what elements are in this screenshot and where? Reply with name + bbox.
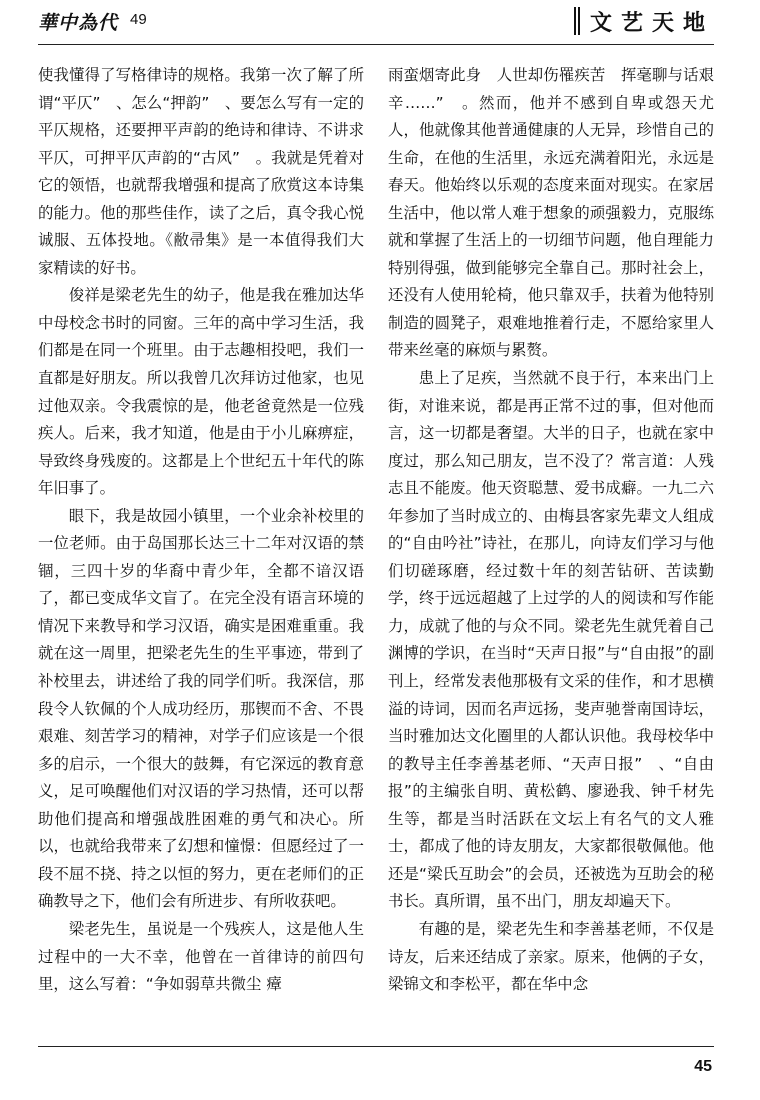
paragraph: 患上了足疾，当然就不良于行，本来出门上街，对谁来说，都是再正常不过的事，但对他而言，这一切都是奢望。大半的日子，也就在家中度过，那么知己朋友，岂不没了？常言道：人残志且不能废。他天资聪慧、爱书成癖。一九二六年参加了当时成立的、由梅县客家先辈文人组成的“自由吟社”诗社，在那儿，向诗友们学习与他们切磋琢磨，经过数十年的刻苦钻研、苦读勤学，终于远远超越了上过学的人的阅读和写作能力，成就了他的与众不同。梁老先生就凭着自己渊博的学识，在当时“天声日报”与“自由报”的副刊上，经常发表他那极有文采的佳作，和才思横溢的诗词，因而名声远扬，斐声驰誉南国诗坛，当时雅加达文化圈里的人都认识他。我母校华中的教导主任李善基老师、“天声日报” 、“自由报”的主编张自明、黄松鹤、廖逊我、钟千材先生等，都是当时活跃在文坛上有名气的文人雅士，都成了他的诗友朋友，大家都很敬佩他。他还是“梁氏互助会”的会员，还被选为互助会的秘书长。真所谓，虽不出门，朋友却遍天下。 [388,369,714,911]
paragraph: 使我懂得了写格律诗的规格。我第一次了解了所谓“平仄” 、怎么“押韵” 、要怎么写有一定的平仄规格，还要押平声韵的绝诗和律诗、不讲求平仄，可押平仄声韵的“古风” 。我就是凭着对它的领悟，也就帮我增强和提高了欣赏这本诗集的能力。他的那些佳作，读了之后，真令我心悦诚服、五体投地。《敝帚集》是一本值得我们大家精读的好书。 [38,66,364,277]
page-number: 45 [694,1058,712,1075]
section-bars-icon [574,7,580,35]
header-rule [38,44,714,45]
page-header [0,0,760,62]
section-title: 文艺天地 [589,10,714,36]
paragraph: 眼下，我是故园小镇里，一个业余补校里的一位老师。由于岛国那长达三十二年对汉语的禁锢，三四十岁的华裔中青少年，全都不谙汉语了，都已变成华文盲了。在完全没有语言环境的情况下来教导和学习汉语，确实是困难重重。我就在这一周里，把梁老先生的生平事迹，带到了补校里去，讲述给了我的同学们听。我深信，那段令人钦佩的个人成功经历，那锲而不舍、不畏艰难、刻苦学习的精神，对学子们应该是一个很多的启示，一个很大的鼓舞，有它深远的教育意义，足可唤醒他们对汉语的学习热情，还可以帮助他们提高和增强战胜困难的勇气和决心。所以，也就给我带来了幻想和憧憬：但愿经过了一段不屈不挠、持之以恒的努力，更在老师们的正确教导之下，他们会有所进步、有所收获吧。 [38,506,364,911]
footer-rule [38,1046,714,1047]
section-label [574,4,714,38]
left-column [38,62,364,999]
paragraph: 雨蛮烟寄此身 人世却伤罹疾苦 挥毫聊与话艰辛……” 。然而，他并不感到自卑或怨天尤人，他就像其他普通健康的人无异，珍惜自己的生命，在他的生活里，永远充满着阳光，永远是春天。他始终以乐观的态度来面对现实。在家居生活中，他以常人难于想象的顽强毅力，克服练就和掌握了生活上的一切细节问题，他自理能力特别得强，做到能够完全靠自己。那时社会上，还没有人使用轮椅，他只靠双手，扶着为他特别制造的圆凳子，艰难地推着行走，不愿给家里人带来丝毫的麻烦与累赘。 [388,66,714,360]
paragraph: 有趣的是，梁老先生和李善基老师，不仅是诗友，后来还结成了亲家。原来，他俩的子女，梁锦文和李松平，都在华中念 [388,919,714,994]
right-column [388,62,714,999]
paragraph: 俊祥是梁老先生的幼子，他是我在雅加达华中母校念书时的同窗。三年的高中学习生活，我们都是在同一个班里。由于志趣相投吧，我们一直都是好朋友。所以我曾几次拜访过他家，也见过他双亲。令我震惊的是，他老爸竟然是一位残疾人。后来，我才知道，他是由于小儿麻痹症，导致终身残废的。这都是上个世纪五十年代的陈年旧事了。 [38,286,364,498]
issue-number: 49 [130,11,147,28]
magazine-logo: 華中為代 [38,12,119,34]
paragraph: 梁老先生，虽说是一个残疾人，这是他人生过程中的一大不幸，他曾在一首律诗的前四句里，这么写着：“争如弱草共微尘 瘴 [38,919,364,994]
